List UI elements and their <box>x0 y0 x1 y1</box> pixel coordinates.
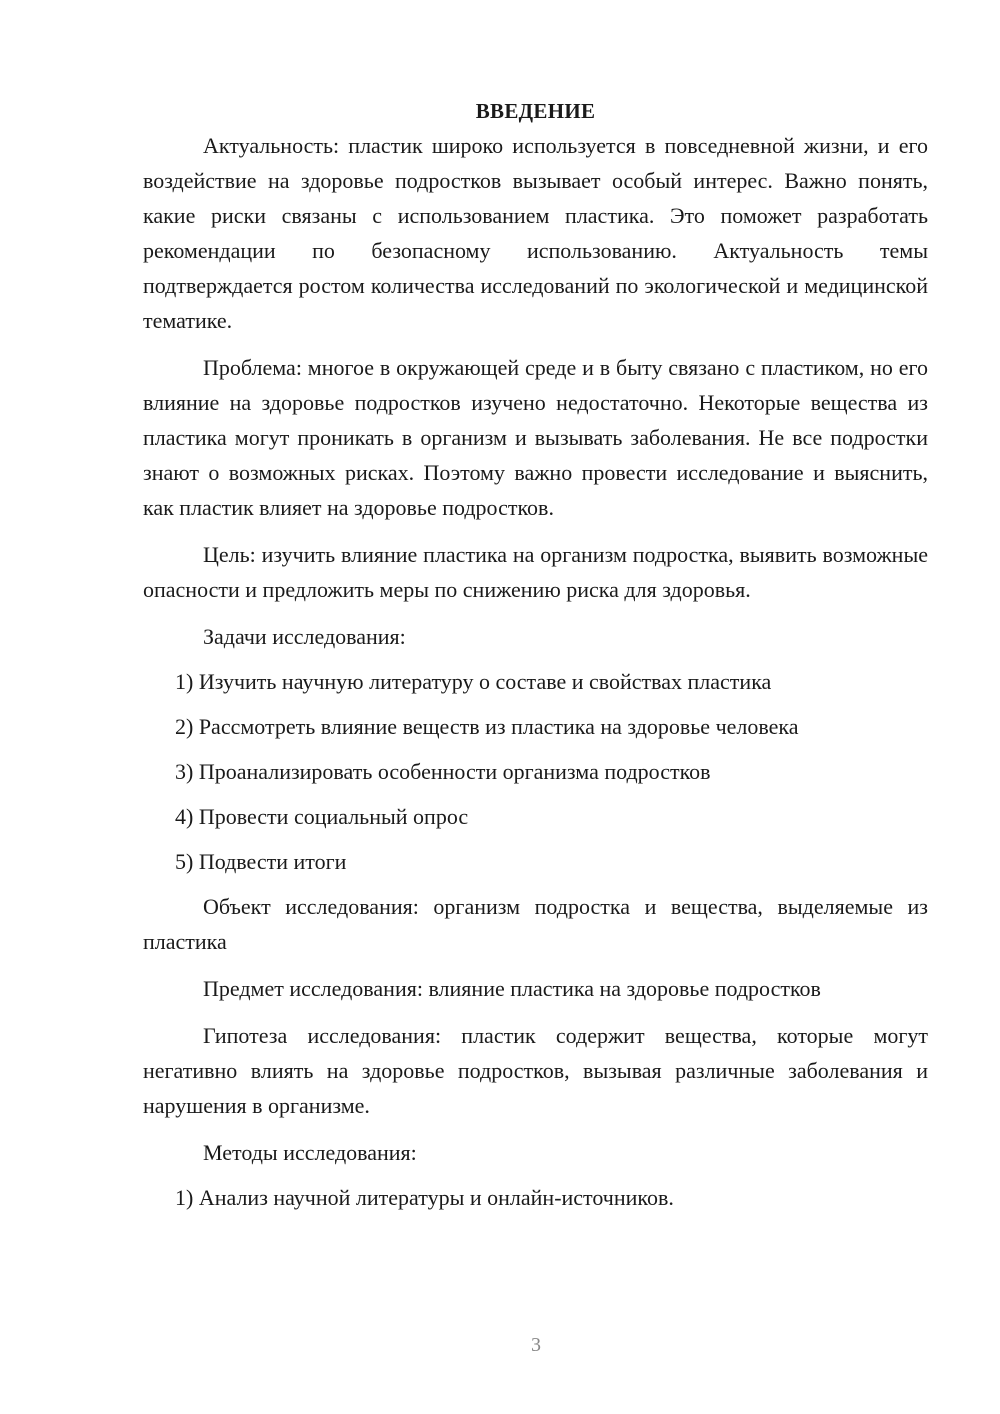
goal-paragraph: Цель: изучить влияние пластика на организм подростка, выявить возможные опасности и предложить меры по снижению риска для здоровья. <box>143 542 928 602</box>
task-item: 3) Проанализировать особенности организма подростков <box>175 759 711 784</box>
task-item: 2) Рассмотреть влияние веществ из пластика на здоровье человека <box>175 714 799 739</box>
task-item: 1) Изучить научную литературу о составе и свойствах пластика <box>175 669 772 694</box>
subject-paragraph: Предмет исследования: влияние пластика на здоровье подростков <box>203 976 821 1001</box>
section-title: ВВЕДЕНИЕ <box>475 99 596 123</box>
relevance-paragraph: Актуальность: пластик широко используется в повседневной жизни, и его воздействие на здоровье подростков вызывает особый интерес. Важно понять, какие риски связаны с использованием пластика. Это поможет разработать рекомендации по безопасному использованию. Актуальность темы подтверждается ростом количества исследований по экологической и медицинской тематике. <box>143 133 928 333</box>
method-item: 1) Анализ научной литературы и онлайн-источников. <box>175 1185 674 1210</box>
hypothesis-paragraph: Гипотеза исследования: пластик содержит вещества, которые могут негативно влиять на здоровье подростков, вызывая различные заболевания и нарушения в организме. <box>143 1023 928 1118</box>
tasks-heading: Задачи исследования: <box>203 624 406 649</box>
object-paragraph: Объект исследования: организм подростка и вещества, выделяемые из пластика <box>143 894 928 954</box>
document-page <box>143 94 928 1225</box>
task-item: 4) Провести социальный опрос <box>175 804 469 829</box>
task-item: 5) Подвести итоги <box>175 849 347 874</box>
methods-heading: Методы исследования: <box>203 1140 417 1165</box>
problem-paragraph: Проблема: многое в окружающей среде и в быту связано с пластиком, но его влияние на здоровье подростков изучено недостаточно. Некоторые вещества из пластика могут проникать в организм и вызывать заболевания. Не все подростки знают о возможных рисках. Поэтому важно провести исследование и выяснить, как пластик влияет на здоровье подростков. <box>143 355 928 520</box>
page-number: 3 <box>531 1334 541 1356</box>
